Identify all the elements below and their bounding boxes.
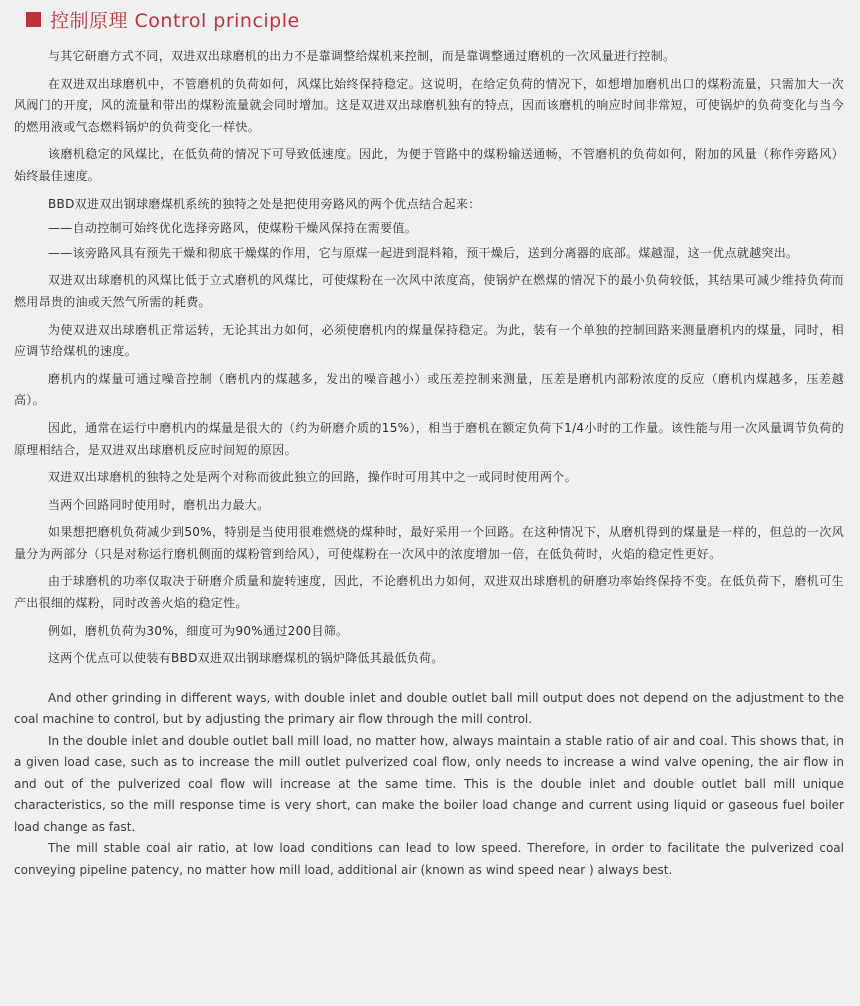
cn-paragraph: 由于球磨机的功率仅取决于研磨介质量和旋转速度，因此，不论磨机出力如何，双进双出球磨机的研磨功率始终保持不变。在低负荷下，磨机可生产出很细的煤粉，同时改善火焰的稳定性。 [14, 574, 844, 611]
en-paragraph: In the double inlet and double outlet ball mill load, no matter how, always maintain a stable ratio of air and coal. This shows that, in a given load case, such as to increase the mill outlet pulverized coal flow, only needs to increase a wind valve opening, the air flow in and out of the pulverized coal flow will increase at the same time. This is the double inlet and double outlet ball mill unique characteristics, so the mill response time is very short, can make the boiler load change and current using liquid or gaseous fuel boiler load change as fast. [14, 733, 844, 834]
cn-paragraph: 在双进双出球磨机中，不管磨机的负荷如何，风煤比始终保持稳定。这说明，在给定负荷的情况下，如想增加磨机出口的煤粉流量，只需加大一次风阀门的开度，风的流量和带出的煤粉流量就会同时增加。这是双进双出球磨机独有的特点，因而该磨机的响应时间非常短，可使锅炉的负荷变化与当今的燃用液或气态燃料锅炉的负荷变化一样快。 [14, 76, 844, 134]
cn-paragraph: 例如，磨机负荷为30%，细度可为90%通过200目筛。 [48, 623, 349, 638]
cn-paragraph: 该磨机稳定的风煤比，在低负荷的情况下可导致低速度。因此，为便于管路中的煤粉输送通畅，不管磨机的负荷如何，附加的风量（称作旁路风）始终最佳速度。 [14, 147, 844, 183]
cn-paragraph: BBD双进双出钢球磨煤机系统的独特之处是把使用旁路风的两个优点结合起来： [48, 196, 481, 211]
en-paragraph: The mill stable coal air ratio, at low load conditions can lead to low speed. Therefore, in order to facilitate the pulverized coal conveying pipeline patency, no matter how mill load, additional air (known as wind speed near ) always best. [14, 841, 844, 877]
section-title: 控制原理 Control principle [50, 9, 300, 32]
cn-paragraph: ——自动控制可始终优化选择旁路风，使煤粉干燥风保持在需要值。 [48, 221, 418, 236]
cn-paragraph: 如果想把磨机负荷减少到50%，特别是当使用很难燃烧的煤种时，最好采用一个回路。在这种情况下，从磨机得到的煤量是一样的，但总的一次风量分为两部分（只是对称运行磨机侧面的煤粉管到给风），可使煤粉在一次风中的浓度增加一倍，在低负荷时，火焰的稳定性更好。 [14, 525, 844, 561]
cn-paragraph: 与其它研磨方式不同，双进双出球磨机的出力不是靠调整给煤机来控制，而是靠调整通过磨机的一次风量进行控制。 [48, 49, 676, 63]
cn-paragraph: 双进双出球磨机的独特之处是两个对称而彼此独立的回路，操作时可用其中之一或同时使用两个。 [48, 470, 577, 485]
cn-paragraph: ——该旁路风具有预先干燥和彻底干燥煤的作用，它与原煤一起进到混料箱，预干燥后，送到分离器的底部。煤越湿，这一优点就越突出。 [48, 245, 799, 260]
cn-paragraph: 双进双出球磨机的风煤比低于立式磨机的风煤比，可使煤粉在一次风中浓度高，使锅炉在燃煤的情况下的最小负荷较低，其结果可减少维持负荷而燃用昂贵的油或天然气所需的耗费。 [14, 273, 844, 309]
cn-paragraph: 为使双进双出球磨机正常运转，无论其出力如何，必须使磨机内的煤量保持稳定。为此，装有一个单独的控制回路来测量磨机内的煤量，同时，相应调节给煤机的速度。 [14, 322, 844, 359]
header-square-icon [26, 12, 41, 27]
cn-paragraph: 这两个优点可以使装有BBD双进双出钢球磨煤机的锅炉降低其最低负荷。 [48, 651, 444, 666]
cn-paragraph: 当两个回路同时使用时，磨机出力最大。 [48, 497, 270, 512]
cn-paragraph: 因此，通常在运行中磨机内的煤量是很大的（约为研磨介质的15%），相当于磨机在额定负荷下1/4小时的工作量。该性能与用一次风量调节负荷的原理相结合，是双进双出球磨机反应时间短的原因。 [14, 420, 844, 457]
english-body [14, 688, 844, 882]
en-paragraph: And other grinding in different ways, with double inlet and double outlet ball mill output does not depend on the adjustment to the coal machine to control, but by adjusting the primary air flow through the mill control. [14, 690, 844, 727]
chinese-body [14, 46, 844, 670]
section-header [14, 0, 844, 37]
cn-paragraph: 磨机内的煤量可通过噪音控制（磨机内的煤越多，发出的噪音越小）或压差控制来测量，压差是磨机内部粉浓度的反应（磨机内煤越多，压差越高）。 [14, 371, 844, 408]
